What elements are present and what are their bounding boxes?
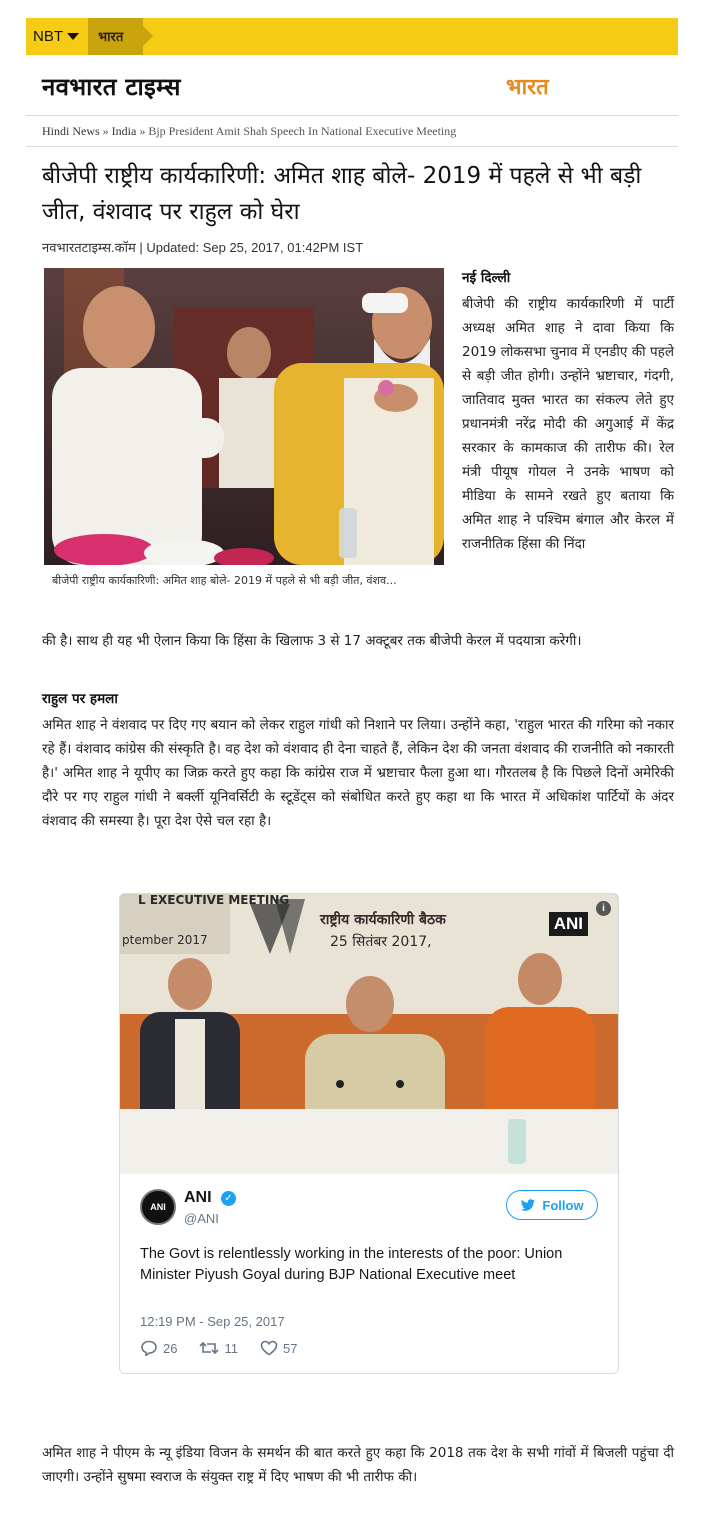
section-tag-label: भारत [98,30,124,45]
breadcrumb-india[interactable]: India [111,124,137,138]
section-title[interactable]: भारत [506,75,549,100]
tweet-photo [120,894,618,1174]
breadcrumb-sep: » [139,124,146,138]
site-logo[interactable]: नवभारत टाइम्स [42,73,181,101]
dateline-location: नई दिल्ली [462,270,511,286]
nbt-menu-button[interactable] [26,18,88,55]
nbt-label: NBT [33,28,63,45]
retweet-icon [199,1340,219,1356]
breadcrumb-home[interactable]: Hindi News [42,124,100,138]
avatar[interactable]: ANI [140,1189,176,1225]
info-icon[interactable]: i [596,901,611,916]
reply-icon [140,1340,158,1356]
chevron-down-icon [67,33,79,40]
heart-icon [260,1340,278,1356]
like-action[interactable] [260,1340,297,1356]
like-count: 57 [282,1340,298,1356]
article-hero-image[interactable] [44,268,444,565]
paragraph-3: अमित शाह ने पीएम के न्यू इंडिया विजन के समर्थन की बात करते हुए कहा कि 2018 तक देश के सभी गांवों में बिजली पहुंचा दी जाएगी। उन्होंने सुषमा स्वराज के संयुक्त राष्ट्र में दिए भाषण की भी तारीफ की। [42,1445,674,1485]
tweet-media[interactable] [120,894,618,1174]
tweet-author-handle[interactable]: @ANI [184,1211,219,1226]
tweet-timestamp[interactable]: 12:19 PM - Sep 25, 2017 [140,1314,285,1329]
breadcrumb-current: Bjp President Amit Shah Speech In National Executive Meeting [148,124,457,138]
hero-photo [44,268,444,565]
paragraph-1-continued: की है। साथ ही यह भी ऐलान किया कि हिंसा के खिलाफ 3 से 17 अक्टूबर तक बीजेपी केरल में पदयात्रा करेगी। [42,633,582,649]
banner-right-date: 25 सितंबर 2017, [330,934,432,950]
image-caption: बीजेपी राष्ट्रीय कार्यकारिणी: अमित शाह बोले- 2019 में पहले से भी बड़ी जीत, वंशव... [52,574,397,587]
tweet-actions [140,1340,297,1356]
masthead [26,58,678,116]
paragraph-2: अमित शाह ने वंशवाद पर दिए गए बयान को लेकर राहुल गांधी को निशाने पर लिया। उन्होंने कहा, 'राहुल भारत की गरिमा को नकार रहे हैं। वंशवाद कांग्रेस की संस्कृति है। वह देश को वंशवाद ही देना चाहते हैं, लेकिन देश की जनता वंशवाद की राजनीति को नकारती है।' अमित शाह ने यूपीए का जिक्र करते हुए कहा कि कांग्रेस राज में भ्रष्टाचार फैला हुआ था। गौरतलब है कि पिछले दिनों अमेरिकी दौरे पर गए राहुल गांधी ने बर्क्ली यूनिवर्सिटी के स्टूडेंट्स को संबोधित करते हुए कहा था कि भारत में अधिकांश पार्टियों के अंदर वंशवाद की समस्या है। पूरा देश ऐसे चल रहा है। [42,717,674,829]
banner-right-text: राष्ट्रीय कार्यकारिणी बैठक [320,912,446,928]
twitter-bird-icon [520,1199,536,1212]
follow-label: Follow [542,1197,584,1213]
retweet-count: 11 [224,1340,238,1356]
embedded-tweet[interactable] [119,893,619,1374]
ani-watermark: ANI [549,912,588,936]
paragraph-1: बीजेपी की राष्ट्रीय कार्यकारिणी में पार्टी अध्यक्ष अमित शाह ने दावा किया कि 2019 लोकसभा चुनाव में एनडीए की पहले से बड़ी जीत होगी। उन्होंने भ्रष्टाचार, गंदगी, जातिवाद मुक्त भारत का संकल्प लेते हुए प्रधानमंत्री नरेंद्र मोदी की अगुआई में केंद्र सरकार के कामकाज की तारीफ की। रेल मंत्री पीयूष गोयल ने उनके भाषण को मीडिया के सामने रखते हुए बताया कि अमित शाह ने पश्चिम बंगाल और केरल में राजनीतिक हिंसा की निंदा [462,296,674,552]
breadcrumb-sep: » [102,124,109,138]
section-tag[interactable] [88,18,143,55]
verified-icon: ✓ [221,1191,236,1206]
reply-count: 26 [163,1340,178,1356]
section-subheading: राहुल पर हमला [42,691,118,707]
banner-left-text: L EXECUTIVE MEETING [138,894,290,907]
tweet-text: The Govt is relentlessly working in the interests of the poor: Union Minister Piyush Goyal during BJP National Executive meet [140,1246,563,1283]
follow-button[interactable] [506,1190,598,1220]
article-headline: बीजेपी राष्ट्रीय कार्यकारिणी: अमित शाह बोले- 2019 में पहले से भी बड़ी जीत, वंशवाद पर राहुल को घेरा [42,163,642,225]
article-byline: नवभारतटाइम्स.कॉम | Updated: Sep 25, 2017, 01:42PM IST [42,240,364,255]
breadcrumb [26,118,678,147]
banner-left-date: ptember 2017 [122,933,208,947]
reply-action[interactable] [140,1340,177,1356]
tweet-author-name[interactable]: ANI [184,1189,212,1206]
top-nav-bar [26,18,678,55]
retweet-action[interactable] [199,1340,238,1356]
